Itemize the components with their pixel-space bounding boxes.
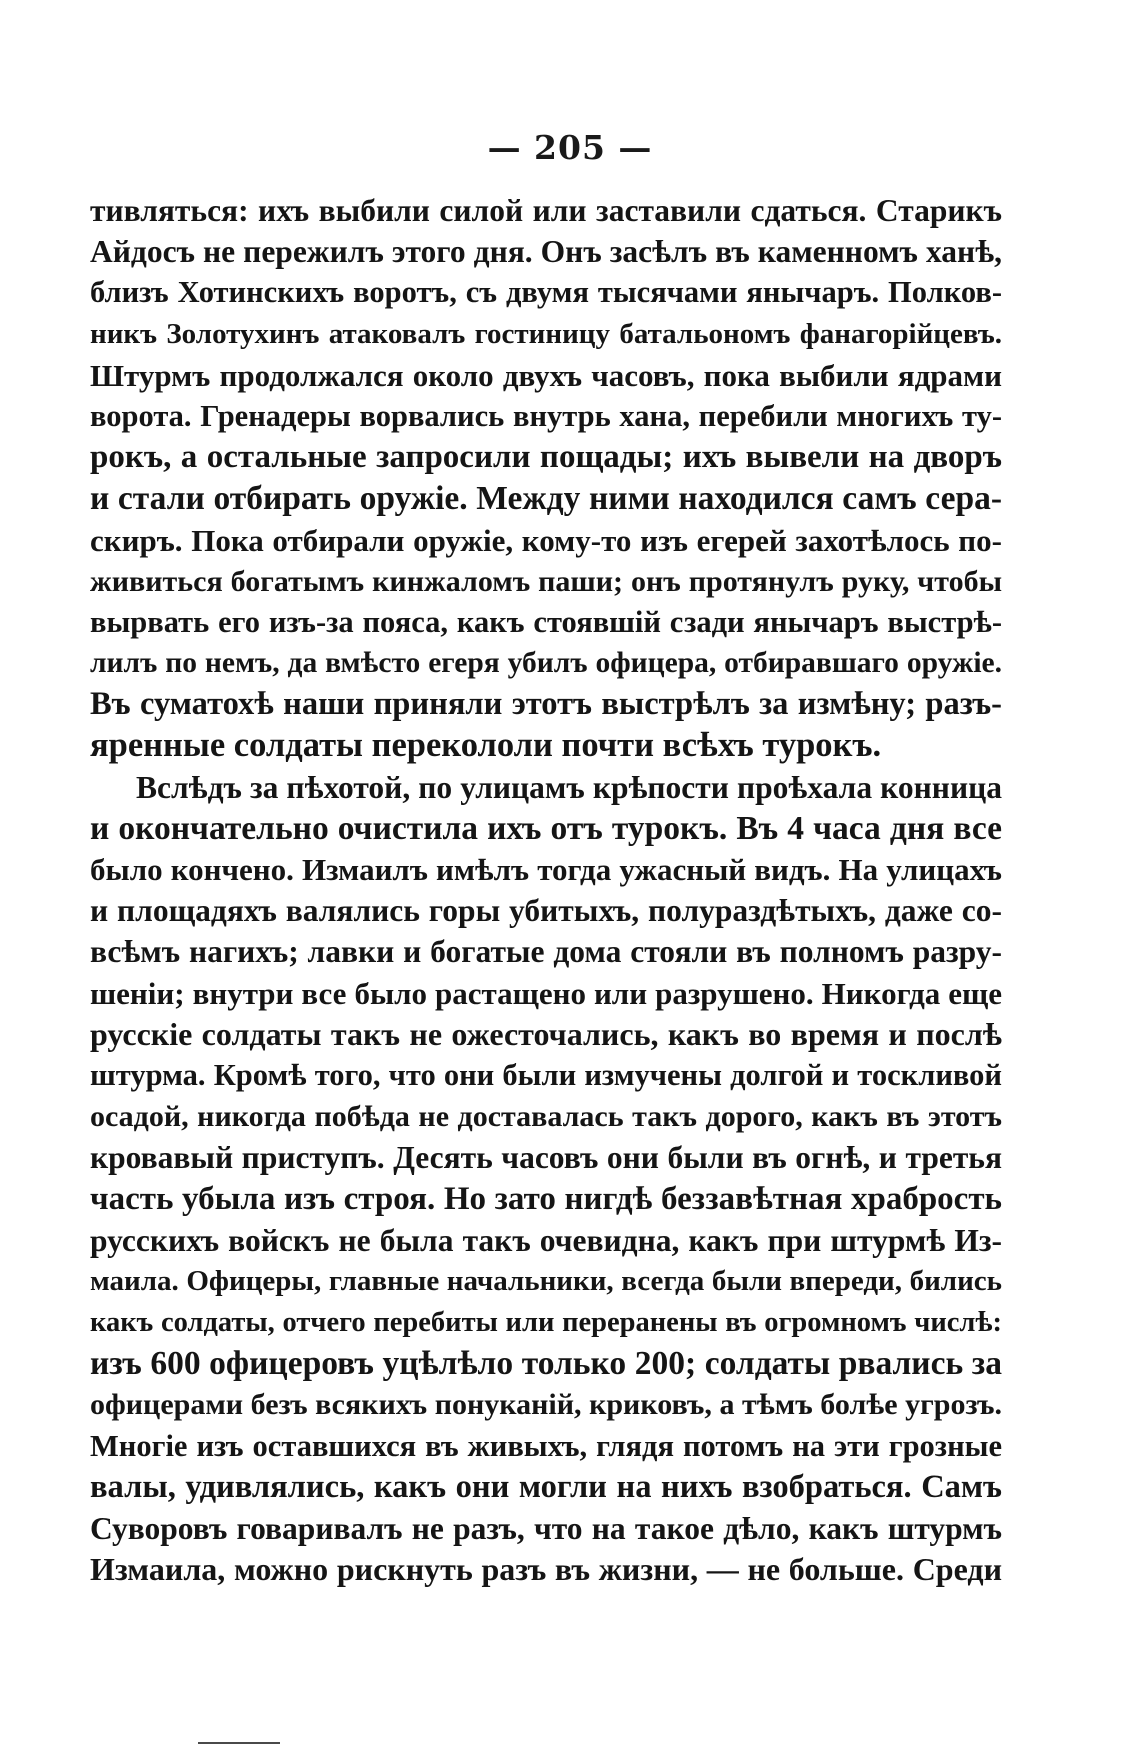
text-line: штурма. Кромѣ того, что они были измучены долгой и тоскливой bbox=[90, 1057, 1002, 1092]
text-line: Айдосъ не пережилъ этого дня. Онъ засѣлъ въ каменномъ ханѣ, bbox=[90, 234, 1002, 270]
page-number: — 205 — bbox=[487, 128, 653, 167]
text-line: рокъ, а остальные запросили пощады; ихъ вывели на дворъ bbox=[90, 439, 1002, 476]
text-line: вырвать его изъ-за пояса, какъ стоявшій сзади янычаръ выстрѣ- bbox=[90, 604, 1002, 639]
text-line: тивляться: ихъ выбили силой или заставили сдаться. Старикъ bbox=[90, 193, 1002, 228]
text-line: живиться богатымъ кинжаломъ паши; онъ протянулъ руку, чтобы bbox=[90, 564, 1002, 598]
text-line: кровавый приступъ. Десять часовъ они были въ огнѣ, и третья bbox=[90, 1140, 1002, 1176]
paragraph-2 bbox=[90, 767, 1002, 1591]
text-line: часть убыла изъ строя. Но зато нигдѣ беззавѣтная храбрость bbox=[90, 1180, 1002, 1217]
paragraph-1 bbox=[90, 190, 1002, 767]
footer-rule bbox=[198, 1742, 280, 1744]
text-line: русскіе солдаты такъ не ожесточались, какъ во время и послѣ bbox=[90, 1015, 1002, 1052]
text-line: скиръ. Пока отбирали оружіе, кому-то изъ егерей захотѣлось по- bbox=[90, 522, 1002, 558]
text-line: никъ Золотухинъ атаковалъ гостиницу батальономъ фанагорійцевъ. bbox=[90, 317, 1002, 350]
text-line: Штурмъ продолжался около двухъ часовъ, пока выбили ядрами bbox=[90, 357, 1002, 393]
text-line: офицерами безъ всякихъ понуканій, криковъ, а тѣмъ болѣе угрозъ. bbox=[90, 1388, 1002, 1422]
text-line: ворота. Гренадеры ворвались внутрь хана, перебили многихъ ту- bbox=[90, 398, 1002, 433]
text-line: Измаила, можно рискнуть разъ въ жизни, — не больше. Среди bbox=[90, 1551, 1002, 1588]
text-line: какъ солдаты, отчего перебиты или переранены въ огромномъ числѣ: bbox=[90, 1307, 1002, 1339]
text-line: было кончено. Измаилъ имѣлъ тогда ужасный видъ. На улицахъ bbox=[90, 852, 1002, 887]
text-line: и стали отбирать оружіе. Между ними находился самъ сера- bbox=[90, 480, 1002, 518]
text-line: Многіе изъ оставшихся въ живыхъ, глядя потомъ на эти грозные bbox=[90, 1428, 1002, 1463]
text-line: изъ 600 офицеровъ уцѣлѣло только 200; солдаты рвались за bbox=[90, 1345, 1002, 1383]
text-line: шеніи; внутри все было растащено или разрушено. Никогда еще bbox=[90, 975, 1002, 1011]
text-line: маила. Офицеры, главные начальники, всегда были впереди, бились bbox=[90, 1264, 1002, 1297]
text-line: всѣмъ нагихъ; лавки и богатые дома стояли въ полномъ разру- bbox=[90, 934, 1002, 970]
body-text bbox=[90, 190, 1002, 1590]
text-line: яренные солдаты перекололи почти всѣхъ турокъ. bbox=[90, 726, 882, 765]
text-line: русскихъ войскъ не была такъ очевидна, какъ при штурмѣ Из- bbox=[90, 1222, 1002, 1258]
text-line: валы, удивлялись, какъ они могли на нихъ взобраться. Самъ bbox=[90, 1468, 1002, 1505]
text-line: Въ суматохѣ наши приняли этотъ выстрѣлъ за измѣну; разъ- bbox=[90, 686, 1002, 723]
text-line: и окончательно очистила ихъ отъ турокъ. Въ 4 часа дня все bbox=[90, 809, 1002, 847]
text-line: осадой, никогда побѣда не доставалась такъ дорого, какъ въ этотъ bbox=[90, 1100, 1002, 1134]
text-line: лилъ по немъ, да вмѣсто егеря убилъ офицера, отбиравшаго оружіе. bbox=[90, 647, 1002, 680]
text-line: близъ Хотинскихъ воротъ, съ двумя тысячами янычаръ. Полков- bbox=[90, 275, 1002, 310]
text-line: Суворовъ говаривалъ не разъ, что на такое дѣло, какъ штурмъ bbox=[90, 1511, 1002, 1546]
text-line: Вслѣдъ за пѣхотой, по улицамъ крѣпости проѣхала конница bbox=[136, 769, 1002, 805]
text-line: и площадяхъ валялись горы убитыхъ, полураздѣтыхъ, даже со- bbox=[90, 893, 1002, 929]
